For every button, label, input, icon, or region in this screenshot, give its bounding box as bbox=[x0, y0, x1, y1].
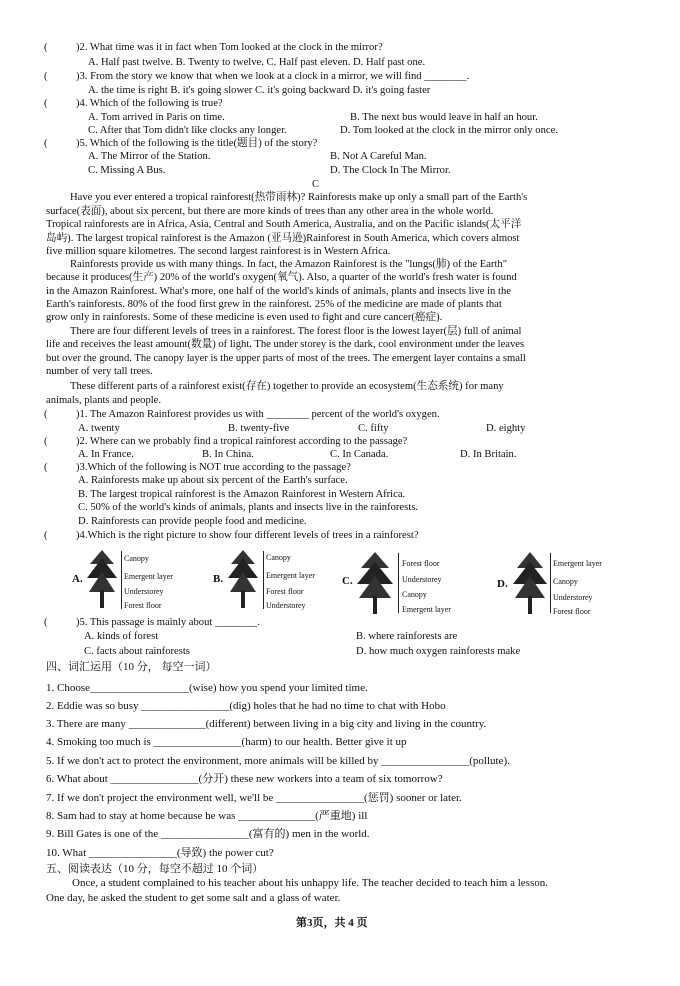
question-text: )3. From the story we know that when we look at a clock in a mirror, we will find ________. bbox=[76, 71, 470, 82]
passage-line: 岛屿). The largest tropical rainforest is the Amazon (亚马逊)Rainforest in South America, which covers almost bbox=[46, 233, 520, 244]
layer-label: Canopy bbox=[553, 577, 578, 586]
passage-line: number of very tall trees. bbox=[46, 366, 153, 377]
layer-label: Understorey bbox=[402, 575, 442, 584]
answer-paren: ( bbox=[44, 409, 48, 420]
layer-label: Emergent layer bbox=[553, 559, 602, 568]
picture-letter: A. bbox=[72, 573, 83, 585]
option-c: C. In Canada. bbox=[330, 449, 389, 460]
vocab-item: 9. Bill Gates is one of the ________________(富有的) men in the world. bbox=[46, 828, 370, 840]
layer-label: Forest floor bbox=[402, 559, 440, 568]
layer-label: Forest floor bbox=[266, 587, 304, 596]
page-footer: 第3页，共 4 页 bbox=[296, 917, 368, 929]
answer-paren: ( bbox=[44, 98, 48, 109]
passage-line: These different parts of a rainforest exist(存在) together to provide an ecosystem(生态系统) for many bbox=[70, 381, 504, 392]
passage-line: Rainforests provide us with many things. In fact, the Amazon Rainforest is the "lungs(肺) of the Earth" bbox=[70, 259, 508, 270]
answer-paren: ( bbox=[44, 617, 48, 628]
option-c: C. facts about rainforests bbox=[84, 646, 190, 657]
option-d: D. how much oxygen rainforests make bbox=[356, 646, 521, 657]
vocab-item: 6. What about ________________(分开) these new workers into a team of six tomorrow? bbox=[46, 773, 443, 785]
layer-label: Forest floor bbox=[553, 607, 591, 616]
layer-label: Canopy bbox=[266, 553, 291, 562]
option-d: D. Tom looked at the clock in the mirror only once. bbox=[340, 125, 558, 136]
passage-line: because it produces(生产) 20% of the world's oxygen(氧气). Also, a quarter of the world's fresh water is found bbox=[46, 272, 517, 283]
option-a: A. Rainforests make up about six percent of the Earth's surface. bbox=[78, 475, 348, 486]
passage-line: surface(表面), about six percent, but there are more kinds of trees than any other area in the whole world. bbox=[46, 206, 494, 217]
tree-illustration-icon bbox=[84, 548, 120, 610]
passage-line: Tropical rainforests are in Africa, Asia, Central and South America, Australia, and on the Pacific islands(太平洋 bbox=[46, 219, 522, 230]
passage-line: animals, plants and people. bbox=[46, 395, 162, 406]
layer-label: Emergent layer bbox=[266, 571, 315, 580]
option-a: A. kinds of forest bbox=[84, 631, 159, 642]
option-a: A. twenty bbox=[78, 423, 120, 434]
vocab-item: 2. Eddie was so busy ________________(dig) holes that he had no time to chat with Hobo bbox=[46, 700, 446, 712]
passage-line: Have you ever entered a tropical rainforest(热带雨林)? Rainforests make up only a small part of the Earth's bbox=[70, 192, 528, 203]
vocab-item: 3. There are many ______________(different) between living in a big city and living in the country. bbox=[46, 718, 487, 730]
vocab-item: 8. Sam had to stay at home because he was ______________(严重地) ill bbox=[46, 810, 368, 822]
section-4-title: 四、词汇运用（10 分， 每空一词） bbox=[46, 661, 217, 673]
option-b: B. The largest tropical rainforest is the Amazon Rainforest in Western Africa. bbox=[78, 489, 406, 500]
option-a: A. The Mirror of the Station. bbox=[88, 151, 211, 162]
layer-label: Emergent layer bbox=[124, 572, 173, 581]
option-d: D. Rainforests can provide people food and medicine. bbox=[78, 516, 307, 527]
answer-paren: ( bbox=[44, 436, 48, 447]
picture-letter: D. bbox=[497, 578, 508, 590]
passage-line: but over the ground. The canopy layer is the upper parts of most of the trees. The emergent layer contains a small bbox=[46, 353, 526, 364]
question-text: )4.Which is the right picture to show four different levels of trees in a rainforest? bbox=[76, 530, 419, 541]
question-text: )4. Which of the following is true? bbox=[76, 98, 223, 109]
picture-letter: C. bbox=[342, 575, 353, 587]
option-a: A. In France. bbox=[78, 449, 134, 460]
option-b: B. twenty-five bbox=[228, 423, 290, 434]
options: A. Half past twelve. B. Twenty to twelve. C. Half past eleven. D. Half past one. bbox=[88, 57, 426, 68]
answer-paren: ( bbox=[44, 42, 48, 53]
option-c: C. Missing A Bus. bbox=[88, 165, 166, 176]
answer-paren: ( bbox=[44, 71, 48, 82]
passage-line: in the Amazon Rainforest. What's more, one half of the world's kinds of animals, plants and insects live in the bbox=[46, 286, 511, 297]
passage-line: Once, a student complained to his teacher about his unhappy life. The teacher decided to teach him a lesson. bbox=[72, 877, 548, 889]
layer-label: Canopy bbox=[402, 590, 427, 599]
answer-paren: ( bbox=[44, 138, 48, 149]
option-b: B. In China. bbox=[202, 449, 254, 460]
option-d: D. eighty bbox=[486, 423, 526, 434]
layer-label: Understorey bbox=[124, 587, 164, 596]
vocab-item: 5. If we don't act to protect the environment, more animals will be killed by ________________(pollute). bbox=[46, 755, 510, 767]
answer-paren: ( bbox=[44, 530, 48, 541]
option-b: B. Not A Careful Man. bbox=[330, 151, 427, 162]
option-b: B. where rainforests are bbox=[356, 631, 458, 642]
layer-label: Forest floor bbox=[124, 601, 162, 610]
vocab-item: 4. Smoking too much is ________________(harm) to our health. Better give it up bbox=[46, 736, 407, 748]
tree-illustration-icon bbox=[510, 550, 550, 614]
picture-letter: B. bbox=[213, 573, 224, 585]
layer-label: Canopy bbox=[124, 554, 149, 563]
question-text: )5. Which of the following is the title(题目) of the story? bbox=[76, 138, 318, 149]
layer-label: Emergent layer bbox=[402, 605, 451, 614]
passage-line: There are four different levels of trees in a rainforest. The forest floor is the lowest layer(层) full of animal bbox=[70, 326, 522, 337]
passage-line: five million square kilometres. The second largest rainforest is in Western Africa. bbox=[46, 246, 391, 257]
passage-line: Earth's rainforests. 80% of the food first grew in the rainforest. 25% of the medicine are made of plants that bbox=[46, 299, 502, 310]
passage-line: grow only in rainforests. Some of these medicine is even used to fight and cure cancer(癌症). bbox=[46, 312, 443, 323]
question-text: )2. Where can we probably find a tropical rainforest according to the passage? bbox=[76, 436, 408, 447]
option-c: C. 50% of the world's kinds of animals, plants and insects live in the rainforests. bbox=[78, 502, 418, 513]
section-5-title: 五、阅读表达（10 分，每空不超过 10 个词） bbox=[46, 863, 264, 875]
layer-label: Understorey bbox=[553, 593, 593, 602]
tree-illustration-icon bbox=[354, 550, 396, 614]
option-d: D. In Britain. bbox=[460, 449, 517, 460]
vocab-item: 7. If we don't project the environment well, we'll be ________________(惩罚) sooner or later. bbox=[46, 792, 462, 804]
question-text: )2. What time was it in fact when Tom looked at the clock in the mirror? bbox=[76, 42, 383, 53]
passage-line: life and receives the least amount(数量) of light. The under storey is the dark, cool environment under the leaves bbox=[46, 339, 525, 350]
layer-label: Understorey bbox=[266, 601, 306, 610]
question-text: )1. The Amazon Rainforest provides us with ________ percent of the world's oxygen. bbox=[76, 409, 440, 420]
option-c: C. fifty bbox=[358, 423, 389, 434]
option-b: B. The next bus would leave in half an hour. bbox=[350, 112, 538, 123]
passage-line: One day, he asked the student to get some salt and a glass of water. bbox=[46, 892, 341, 904]
question-text: )3.Which of the following is NOT true according to the passage? bbox=[76, 462, 351, 473]
question-text: )5. This passage is mainly about ________. bbox=[76, 617, 260, 628]
option-d: D. The Clock In The Mirror. bbox=[330, 165, 451, 176]
options: A. the time is right B. it's going slower C. it's going backward D. it's going faster bbox=[88, 85, 431, 96]
answer-paren: ( bbox=[44, 462, 48, 473]
option-c: C. After that Tom didn't like clocks any longer. bbox=[88, 125, 287, 136]
vocab-item: 1. Choose__________________(wise) how you spend your limited time. bbox=[46, 682, 368, 694]
vocab-item: 10. What ________________(导致) the power cut? bbox=[46, 847, 274, 859]
tree-illustration-icon bbox=[225, 548, 261, 610]
option-a: A. Tom arrived in Paris on time. bbox=[88, 112, 225, 123]
section-c-heading: C bbox=[312, 179, 320, 190]
